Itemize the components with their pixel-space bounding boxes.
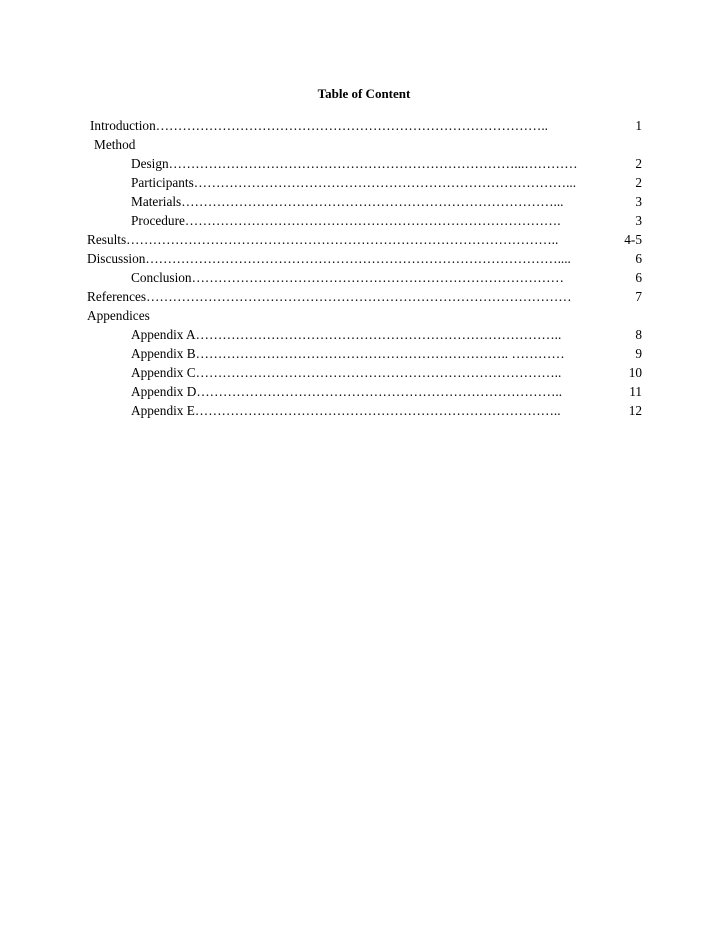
toc-label: Materials <box>131 194 182 209</box>
toc-page-number: 3 <box>635 213 642 228</box>
toc-entry-appendix-e <box>0 401 728 420</box>
toc-entry-design <box>0 154 728 173</box>
toc-label: Participants <box>131 175 194 190</box>
toc-leader: …………………………………………………………………………... <box>193 175 577 190</box>
toc-entry-materials <box>0 192 728 211</box>
toc-entry-references <box>0 287 728 306</box>
toc-title: Table of Content <box>317 86 411 101</box>
toc-entry-participants <box>0 173 728 192</box>
toc-label: Procedure <box>131 213 185 228</box>
toc-leader: ……………………………………………………………………….. <box>196 384 563 399</box>
toc-leader: ……………………………………………………………………….. <box>195 327 562 342</box>
toc-label: Method <box>94 137 136 152</box>
toc-page-number: 9 <box>635 346 642 361</box>
toc-label: Design <box>131 156 169 171</box>
toc-label: Introduction <box>90 118 156 133</box>
toc-page-number: 8 <box>635 327 642 342</box>
toc-label: Results <box>87 232 127 247</box>
toc-label: Appendix E <box>131 403 195 418</box>
toc-label: Appendix B <box>131 346 196 361</box>
toc-label: Conclusion <box>131 270 192 285</box>
toc-label: References <box>87 289 147 304</box>
toc-leader: …………………………………………………………….. ………… <box>195 346 565 361</box>
table-of-contents <box>0 116 728 420</box>
toc-page-number: 7 <box>635 289 642 304</box>
toc-leader: …………………………………………………………………………... <box>181 194 564 209</box>
toc-label: Appendix D <box>131 384 197 399</box>
toc-page-number: 10 <box>628 365 642 380</box>
toc-leader: ………………………………………………………………………… <box>191 270 564 285</box>
toc-entry-conclusion <box>0 268 728 287</box>
toc-entry-results <box>0 230 728 249</box>
toc-page-number: 2 <box>635 156 642 171</box>
toc-entry-appendices <box>0 306 728 325</box>
toc-leader: ……………………………………………………………………...………… <box>168 156 578 171</box>
toc-leader: …………………………………………………………………………….. <box>155 118 548 133</box>
toc-page-number: 12 <box>628 403 642 418</box>
toc-page-number: 1 <box>635 118 642 133</box>
toc-entry-discussion <box>0 249 728 268</box>
toc-entry-appendix-d <box>0 382 728 401</box>
toc-page-number: 6 <box>635 251 642 266</box>
toc-label: Appendices <box>87 308 150 323</box>
toc-entry-method <box>0 135 728 154</box>
toc-entry-appendix-a <box>0 325 728 344</box>
toc-entry-introduction <box>0 116 728 135</box>
toc-leader: …………………………………………………………………………………….. <box>126 232 559 247</box>
toc-leader: …………………………………………………………………………………… <box>146 289 572 304</box>
toc-page-number: 2 <box>635 175 642 190</box>
toc-leader: …………………………………………………………………………. <box>184 213 561 228</box>
toc-page-number: 3 <box>635 194 642 209</box>
toc-leader: ………………………………………………………………………………….... <box>145 251 571 266</box>
toc-label: Appendix C <box>131 365 196 380</box>
toc-leader: ……………………………………………………………………….. <box>195 365 562 380</box>
toc-leader: ……………………………………………………………………….. <box>194 403 561 418</box>
toc-page-number: 11 <box>629 384 642 399</box>
toc-label: Discussion <box>87 251 146 266</box>
toc-page-number: 6 <box>635 270 642 285</box>
toc-label: Appendix A <box>131 327 196 342</box>
toc-entry-appendix-b <box>0 344 728 363</box>
toc-entry-procedure <box>0 211 728 230</box>
toc-entry-appendix-c <box>0 363 728 382</box>
toc-page-number: 4-5 <box>624 232 642 247</box>
